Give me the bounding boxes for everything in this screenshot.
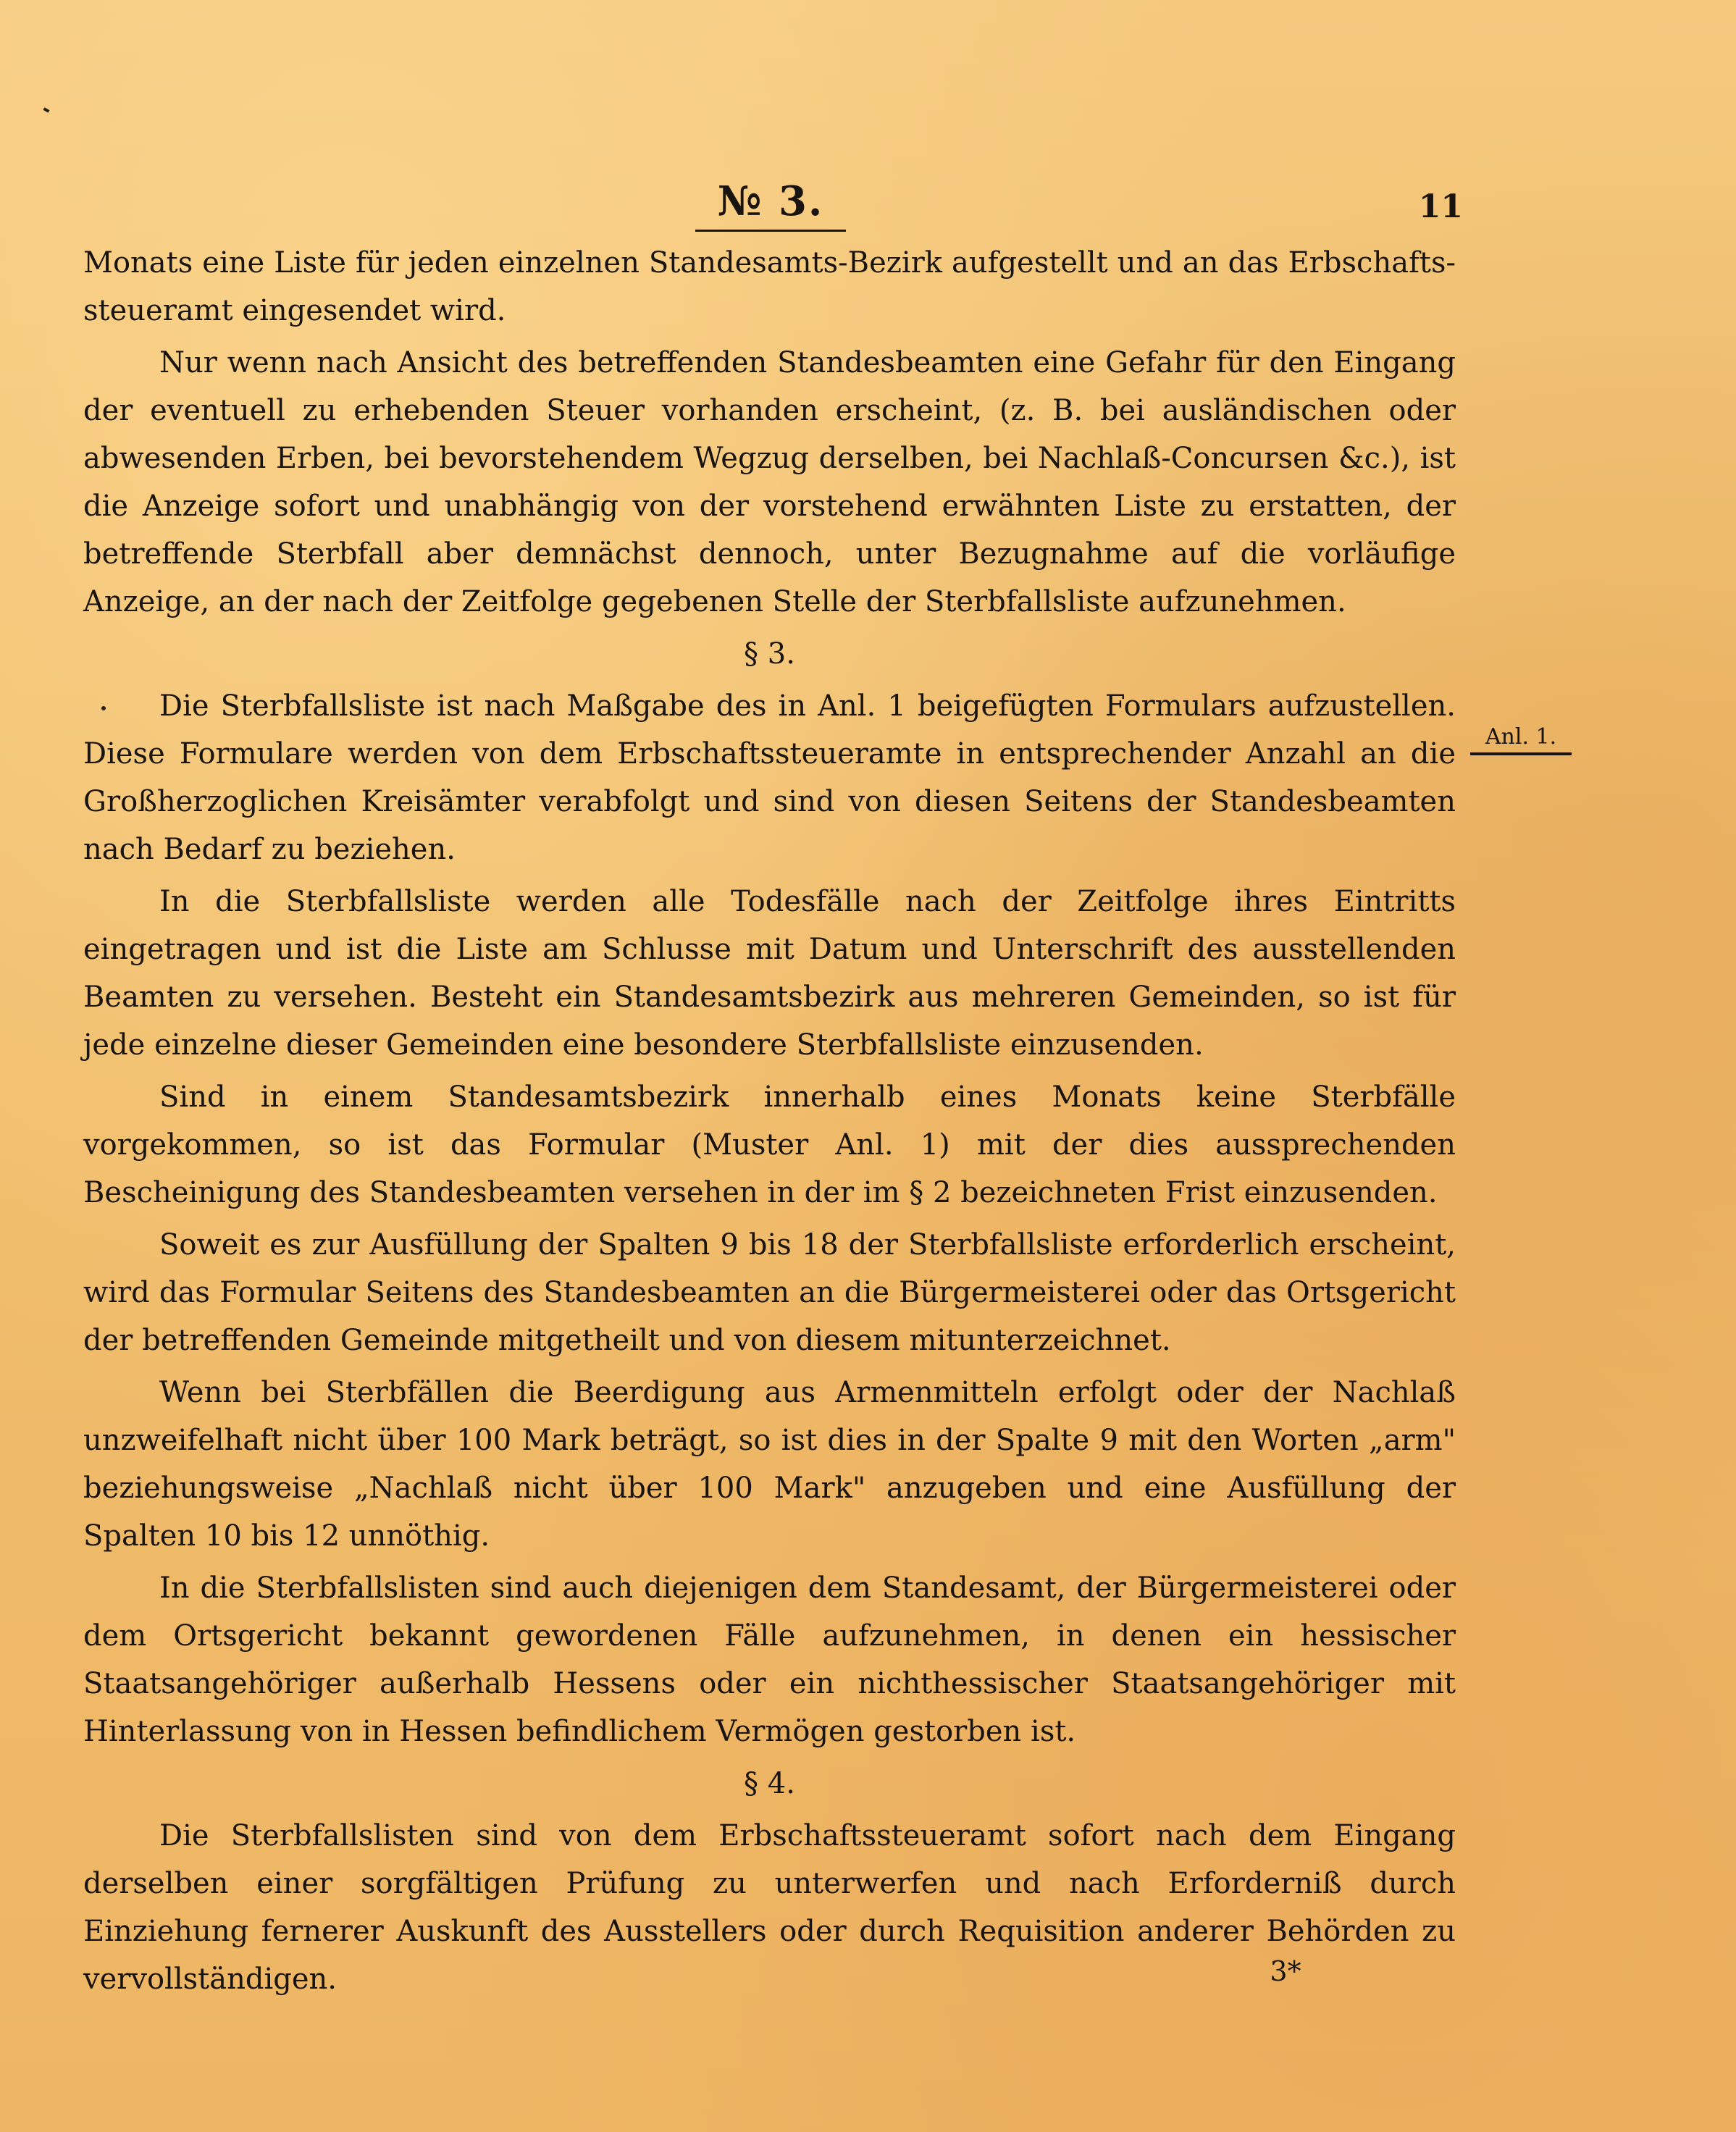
paragraph-4: In die Sterbfallsliste werden alle Todesfälle nach der Zeitfolge ihres Eintritts eingetragen und ist die Liste am Schlusse mit Datum und Unterschrift des ausstellenden Beamten zu versehen. Besteht ein Standesamtsbezirk aus mehreren Gemeinden, so ist für jede einzelne dieser Gemeinden eine besondere Sterbfallsliste einzusenden. (83, 885, 1456, 1062)
paragraph-7: Wenn bei Sterbfällen die Beerdigung aus Armenmitteln erfolgt oder der Nachlaß unzweifelhaft nicht über 100 Mark beträgt, so ist dies in der Spalte 9 mit den Worten „arm" beziehungsweise „Nachlaß nicht über 100 Mark" anzugeben und eine Ausfüllung der Spalten 10 bis 12 unnöthig. (83, 1376, 1456, 1553)
document-body (83, 239, 1456, 2007)
paragraph-9: Die Sterbfallslisten sind von dem Erbschaftssteueramt sofort nach dem Eingang derselben einer sorgfältigen Prüfung zu unterwerfen und nach Erforderniß durch Einziehung fernerer Auskunft des Ausstellers oder durch Requisition anderer Behörden zu vervollständigen. (83, 1819, 1456, 1996)
page-header-number: № 3. (695, 177, 846, 232)
section-heading-3: § 3. (744, 637, 795, 671)
paragraph-6: Soweit es zur Ausfüllung der Spalten 9 bis 18 der Sterbfallsliste erforderlich erscheint, wird das Formular Seitens des Standesbeamten an die Bürgermeisterei oder das Ortsgericht der betreffenden Gemeinde mitgetheilt und von diesem mitunterzeichnet. (83, 1228, 1456, 1357)
margin-note-annex: Anl. 1. (1470, 724, 1572, 755)
paragraph-3: Die Sterbfallsliste ist nach Maßgabe des in Anl. 1 beigefügten Formulars aufzustellen. Diese Formulare werden von dem Erbschaftssteueramte in entsprechender Anzahl an die Großherzoglichen Kreisämter verabfolgt und sind von diesen Seitens der Standesbeamten nach Bedarf zu beziehen. (83, 689, 1456, 866)
signature-mark: 3* (1270, 1955, 1301, 1987)
page-number: 11 (1418, 188, 1463, 225)
paragraph-1: Monats eine Liste für jeden einzelnen Standesamts-Bezirk aufgestellt und an das Erbschafts-steueramt eingesendet wird. (83, 246, 1456, 327)
paragraph-2: Nur wenn nach Ansicht des betreffenden Standesbeamten eine Gefahr für den Eingang der eventuell zu erhebenden Steuer vorhanden erscheint, (z. B. bei ausländischen oder abwesenden Erben, bei bevorstehendem Wegzug derselben, bei Nachlaß-Concursen &c.), ist die Anzeige sofort und unabhängig von der vorstehend erwähnten Liste zu erstatten, der betreffende Sterbfall aber demnächst dennoch, unter Bezugnahme auf die vorläufige Anzeige, an der nach der Zeitfolge gegebenen Stelle der Sterbfallsliste aufzunehmen. (83, 346, 1456, 618)
paragraph-5: Sind in einem Standesamtsbezirk innerhalb eines Monats keine Sterbfälle vorgekommen, so ist das Formular (Muster Anl. 1) mit der dies aussprechenden Bescheinigung des Standesbeamten versehen in der im § 2 bezeichneten Frist einzusenden. (83, 1080, 1456, 1209)
section-heading-4: § 4. (744, 1767, 795, 1800)
ink-speck (43, 107, 50, 112)
paragraph-8: In die Sterbfallslisten sind auch diejenigen dem Standesamt, der Bürgermeisterei oder dem Ortsgericht bekannt gewordenen Fälle aufzunehmen, in denen ein hessischer Staatsangehöriger außerhalb Hessens oder ein nichthessischer Staatsangehöriger mit Hinterlassung von in Hessen befindlichem Vermögen gestorben ist. (83, 1571, 1456, 1748)
